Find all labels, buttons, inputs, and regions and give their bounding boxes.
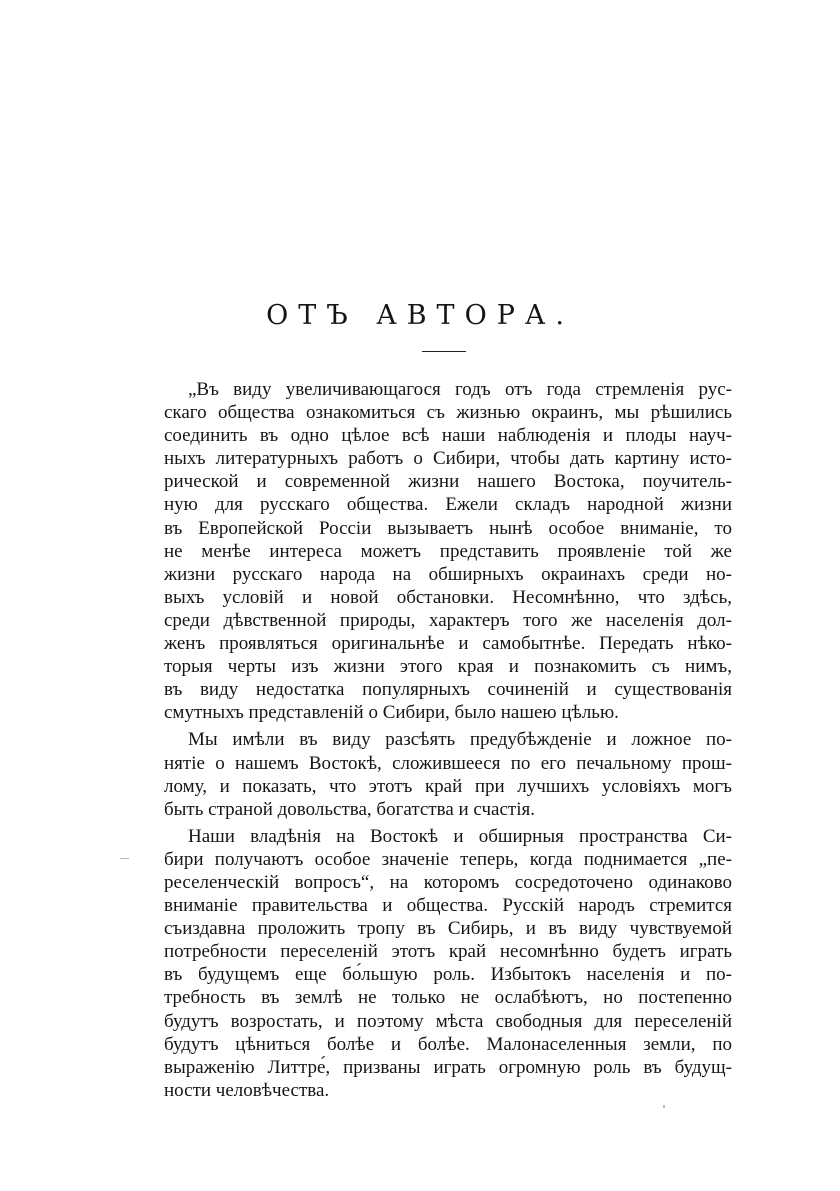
- text-line: реселенческій вопросъ“, на которомъ сосредоточено одинаково: [164, 871, 732, 893]
- text-line: рической и современной жизни нашего Востока, поучитель-: [164, 471, 732, 493]
- text-line: требность въ землѣ не только не ослабѣютъ, но постепенно: [164, 987, 732, 1009]
- text-line: ную для русскаго общества. Ежели складъ народной жизни: [164, 494, 732, 516]
- text-line: въ виду недостатка популярныхъ сочиненій и существованія: [164, 679, 732, 701]
- text-line: будутъ цѣниться болѣе и болѣе. Малонаселенныя земли, по: [164, 1033, 732, 1055]
- text-line: выхъ условій и новой обстановки. Несомнѣнно, что здѣсь,: [164, 586, 732, 608]
- paragraph-1: [164, 378, 732, 724]
- body-text: [164, 378, 732, 1102]
- text-line: быть страной довольства, богатства и счастія.: [164, 798, 535, 820]
- scan-speck: [120, 858, 129, 859]
- scan-speck: [663, 1105, 665, 1108]
- text-line: нятіе о нашемъ Востокѣ, сложившееся по его печальному прош-: [164, 752, 732, 774]
- paragraph-2: [164, 728, 732, 820]
- text-line: соединить въ одно цѣлое всѣ наши наблюденія и плоды науч-: [164, 425, 732, 447]
- text-line: бири получаютъ особое значеніе теперь, когда поднимается „пе-: [164, 848, 732, 870]
- text-line: будутъ возростать, и поэтому мѣста свободныя для переселеній: [164, 1010, 732, 1032]
- text-line: смутныхъ представленій о Сибири, было нашею цѣлью.: [164, 702, 619, 724]
- text-line: выраженію Литтре́, призваны играть огромную роль въ будущ-: [164, 1056, 732, 1078]
- text-line: „Въ виду увеличивающагося годъ отъ года стремленія рус-: [188, 379, 732, 400]
- page-title: ОТЪ АВТОРА.: [266, 300, 574, 331]
- text-line: ности человѣчества.: [164, 1079, 330, 1101]
- text-line: въ будущемъ еще бо́льшую роль. Избытокъ населенія и по-: [164, 964, 732, 986]
- text-line: Мы имѣли въ виду разсѣять предубѣжденіе и ложное по-: [188, 729, 732, 751]
- text-line: торыя черты изъ жизни этого края и познакомить съ нимъ,: [164, 656, 732, 678]
- text-line: въ Европейской Россіи вызываетъ нынѣ особое вниманіе, то: [164, 517, 732, 539]
- title-divider: [422, 351, 466, 352]
- paragraph-3: [164, 825, 732, 1102]
- text-line: потребности переселеній этотъ край несомнѣнно будетъ играть: [164, 941, 732, 963]
- text-line: ныхъ литературныхъ работъ о Сибири, чтобы дать картину исто-: [164, 448, 732, 470]
- text-line: жизни русскаго народа на обширныхъ окраинахъ среди но-: [164, 563, 732, 585]
- text-line: лому, и показать, что этотъ край при лучшихъ условіяхъ могъ: [164, 775, 732, 797]
- text-line: скаго общества ознакомиться съ жизнью окраинъ, мы рѣшились: [164, 402, 732, 424]
- text-line: женъ проявляться оригинальнѣе и самобытнѣе. Передать нѣко-: [164, 633, 732, 655]
- text-line: съиздавна проложить тропу въ Сибирь, и въ виду чувствуемой: [164, 918, 732, 940]
- text-line: Наши владѣнія на Востокѣ и обширныя пространства Си-: [188, 825, 732, 847]
- text-line: не менѣе интереса можетъ представить проявленіе той же: [164, 540, 732, 562]
- text-line: вниманіе правительства и общества. Русскій народъ стремится: [164, 895, 732, 917]
- text-line: среди дѣвственной природы, характеръ того же населенія дол-: [164, 609, 732, 631]
